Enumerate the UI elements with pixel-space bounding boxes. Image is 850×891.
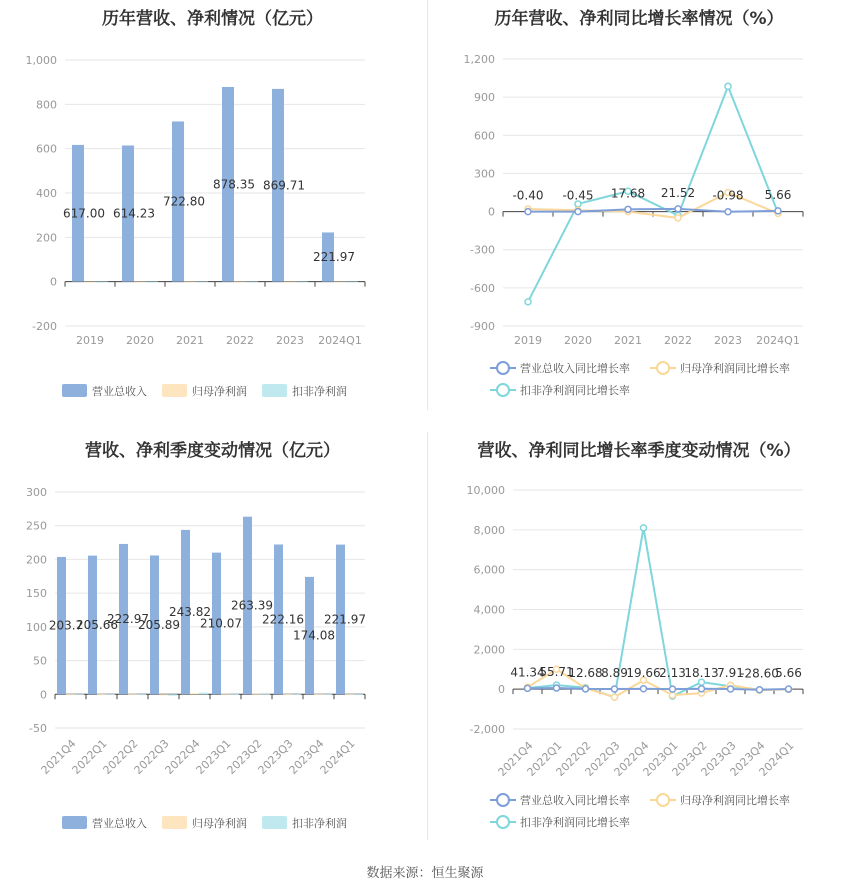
bar [106, 694, 115, 695]
bar [66, 694, 75, 695]
line-data-label: 17.68 [610, 186, 646, 201]
bar [314, 694, 323, 695]
line-data-label: 18.13 [684, 665, 719, 680]
data-point [525, 299, 531, 305]
line-data-label: 2.13 [659, 666, 686, 681]
y-tick-label: 300 [474, 167, 495, 181]
x-tick-label: 2023Q1 [640, 738, 681, 779]
y-tick-label: 6,000 [473, 563, 505, 577]
x-tick-label: 2023 [714, 334, 742, 347]
legend-label: 营业总收入同比增长率 [520, 362, 630, 375]
x-tick-label: 2021 [614, 334, 642, 347]
line-data-label: -0.98 [712, 188, 744, 203]
data-point [725, 209, 731, 215]
legend-label: 归母净利润同比增长率 [680, 362, 790, 375]
bar-data-label: 222.16 [262, 612, 304, 627]
bar-data-label: 869.71 [263, 178, 305, 193]
bar [234, 282, 246, 283]
data-point [728, 686, 734, 692]
data-point [612, 694, 618, 700]
legend-label: 归母净利润同比增长率 [680, 794, 790, 807]
chart-annual-growth-rate [428, 0, 850, 410]
bar [346, 282, 358, 283]
x-tick-label: 2023Q4 [727, 738, 768, 779]
legend-swatch [162, 384, 187, 397]
bar [261, 694, 270, 695]
y-tick-label: -200 [32, 320, 57, 333]
data-point [525, 685, 531, 691]
bar [199, 693, 208, 695]
x-tick-label: 2023Q3 [255, 736, 296, 777]
x-tick-label: 2022 [226, 334, 254, 347]
y-tick-label: 8,000 [473, 523, 505, 537]
bar [159, 694, 168, 695]
line-data-label: -0.45 [562, 188, 594, 203]
x-tick-label: 2024Q1 [756, 334, 800, 347]
x-tick-label: 2020 [126, 334, 154, 347]
y-tick-label: 200 [26, 553, 47, 567]
bar [75, 694, 84, 695]
bar-data-label: 203.7 [48, 618, 84, 633]
y-tick-label: 2,000 [473, 643, 505, 657]
legend-label: 营业总收入同比增长率 [520, 794, 630, 807]
y-tick-label: -900 [470, 320, 495, 333]
y-tick-label: 0 [498, 683, 505, 697]
x-tick-label: 2022Q2 [100, 736, 141, 777]
bar-data-label: 221.97 [324, 612, 366, 627]
data-source-note: 数据来源：恒生聚源 [366, 866, 484, 881]
data-point [583, 686, 589, 692]
bar-data-label: 722.80 [163, 194, 205, 209]
y-tick-label: 0 [40, 688, 47, 702]
data-point [675, 215, 681, 221]
legend-marker [497, 362, 509, 374]
x-tick-label: 2020 [564, 334, 592, 347]
x-tick-label: 2023Q1 [193, 736, 234, 777]
data-point [641, 525, 647, 531]
x-tick-label: 2023Q2 [669, 738, 710, 779]
bar [334, 282, 346, 283]
bar [128, 694, 137, 695]
chart-title: 历年营收、净利情况（亿元） [102, 9, 323, 29]
legend-marker [657, 794, 669, 806]
x-tick-label: 2022Q4 [611, 738, 652, 779]
data-point [625, 206, 631, 212]
data-point [786, 686, 792, 692]
x-tick-label: 2022Q3 [131, 736, 172, 777]
bar [246, 282, 258, 283]
legend-label: 扣非净利润 [292, 817, 347, 830]
data-point [775, 208, 781, 214]
legend-swatch [62, 816, 87, 829]
bar [296, 282, 308, 283]
bar [84, 282, 96, 283]
line-data-label: 7.91 [717, 666, 744, 681]
y-tick-label: 10,000 [466, 484, 505, 497]
bar [190, 693, 199, 694]
line-data-label: 5.66 [775, 666, 802, 681]
legend-label: 扣非净利润 [292, 385, 347, 398]
y-tick-label: 1,200 [463, 53, 495, 66]
x-tick-label: 2022Q4 [162, 736, 203, 777]
chart-quarterly-revenue-profit [0, 432, 425, 842]
x-tick-label: 2021Q4 [38, 736, 79, 777]
chart-panel-annual-line [428, 0, 850, 410]
bar [184, 282, 196, 283]
legend-swatch [262, 816, 287, 829]
y-tick-label: 600 [474, 129, 495, 143]
legend-marker [657, 362, 669, 374]
x-tick-label: 2019 [76, 334, 104, 347]
bar-data-label: 221.97 [313, 250, 355, 265]
legend-label: 扣非净利润同比增长率 [520, 816, 630, 829]
legend-label: 归母净利润 [192, 817, 247, 830]
y-tick-label: -300 [470, 243, 495, 257]
bar [221, 694, 230, 695]
y-tick-label: 50 [33, 654, 47, 668]
line-data-label: 12.68 [568, 665, 603, 680]
bar-data-label: 210.07 [200, 616, 242, 631]
bar [196, 282, 208, 283]
chart-quarterly-growth-rate [428, 432, 850, 842]
chart-title: 历年营收、净利同比增长率情况（%） [494, 9, 784, 29]
y-tick-label: 600 [36, 142, 57, 156]
line-data-label: 55.71 [539, 665, 574, 680]
bar [284, 282, 296, 283]
legend-marker [497, 794, 509, 806]
bar-data-label: 222.97 [107, 612, 149, 627]
chart-panel-quarterly-line [428, 432, 850, 842]
x-tick-label: 2023Q4 [286, 736, 327, 777]
bar-data-label: 878.35 [213, 177, 255, 192]
data-point [699, 679, 705, 685]
data-point [554, 685, 560, 691]
y-tick-label: 250 [26, 519, 47, 533]
y-tick-label: -600 [470, 281, 495, 295]
bar [134, 282, 146, 283]
y-tick-label: 300 [26, 486, 47, 499]
bar [292, 694, 301, 695]
legend-swatch [62, 384, 87, 397]
x-tick-label: 2023Q2 [224, 736, 265, 777]
y-tick-label: 900 [474, 91, 495, 105]
chart-annual-revenue-profit [0, 0, 425, 410]
line-data-label: 19.66 [626, 665, 661, 680]
line-data-label: -28.60 [740, 666, 779, 681]
data-point [525, 209, 531, 215]
x-tick-label: 2022Q3 [582, 738, 623, 779]
bar [354, 694, 363, 695]
x-tick-label: 2021Q4 [495, 738, 536, 779]
legend-label: 扣非净利润同比增长率 [520, 384, 630, 397]
bar-data-label: 205.66 [76, 617, 118, 632]
bar-data-label: 243.82 [169, 605, 211, 620]
x-tick-label: 2022 [664, 334, 692, 347]
y-tick-label: 150 [26, 587, 47, 601]
data-point [675, 206, 681, 212]
data-point [575, 209, 581, 215]
bar [146, 282, 158, 283]
bar [168, 694, 177, 695]
x-tick-label: 2024Q1 [756, 738, 797, 779]
legend-label: 营业总收入 [92, 817, 147, 830]
bar-data-label: 617.00 [63, 206, 105, 221]
bar [230, 694, 239, 695]
x-tick-label: 2022Q1 [69, 736, 110, 777]
bar-data-label: 614.23 [113, 206, 155, 221]
legend-label: 营业总收入 [92, 385, 147, 398]
x-tick-label: 2024Q1 [318, 334, 362, 347]
chart-panel-annual-bar [0, 0, 425, 410]
line-data-label: 5.66 [764, 187, 792, 202]
data-point [641, 686, 647, 692]
chart-panel-quarterly-bar [0, 432, 425, 842]
y-tick-label: 0 [50, 275, 57, 289]
y-tick-label: 4,000 [473, 603, 505, 617]
x-tick-label: 2022Q1 [524, 738, 565, 779]
line-data-label: 21.52 [660, 185, 696, 200]
legend-swatch [162, 816, 187, 829]
y-tick-label: 400 [36, 187, 57, 200]
bar [96, 282, 108, 283]
legend-label: 归母净利润 [192, 385, 247, 398]
data-point [699, 686, 705, 692]
x-tick-label: 2019 [514, 334, 542, 347]
bar-data-label: 205.89 [138, 617, 180, 632]
x-tick-label: 2024Q1 [317, 736, 358, 777]
bar-data-label: 263.39 [231, 598, 273, 613]
data-point [670, 686, 676, 692]
bar [283, 694, 292, 695]
bar [323, 694, 332, 695]
y-tick-label: 1,000 [25, 54, 57, 67]
x-tick-label: 2023 [276, 334, 304, 347]
data-point [670, 692, 676, 698]
bar [97, 694, 106, 695]
data-point [725, 83, 731, 89]
y-tick-label: -50 [29, 722, 47, 735]
y-tick-label: -2,000 [469, 723, 505, 736]
line-data-label: -0.40 [512, 188, 544, 203]
x-tick-label: 2022Q2 [553, 738, 594, 779]
y-tick-label: 100 [26, 620, 47, 634]
legend-marker [497, 384, 509, 396]
y-tick-label: 800 [36, 98, 57, 112]
data-point [757, 687, 763, 693]
data-point [612, 686, 618, 692]
bar-data-label: 174.08 [293, 628, 335, 643]
legend-swatch [262, 384, 287, 397]
x-tick-label: 2021 [176, 334, 204, 347]
x-tick-label: 2023Q3 [698, 738, 739, 779]
bar [345, 694, 354, 695]
chart-title: 营收、净利季度变动情况（亿元） [85, 441, 340, 461]
bar [252, 694, 261, 695]
line-data-label: 8.89 [601, 665, 628, 680]
bar [137, 694, 146, 695]
legend-marker [497, 816, 509, 828]
y-tick-label: 200 [36, 231, 57, 245]
line-data-label: 41.34 [510, 665, 545, 680]
y-tick-label: 0 [488, 205, 495, 219]
chart-title: 营收、净利同比增长率季度变动情况（%） [477, 441, 801, 461]
